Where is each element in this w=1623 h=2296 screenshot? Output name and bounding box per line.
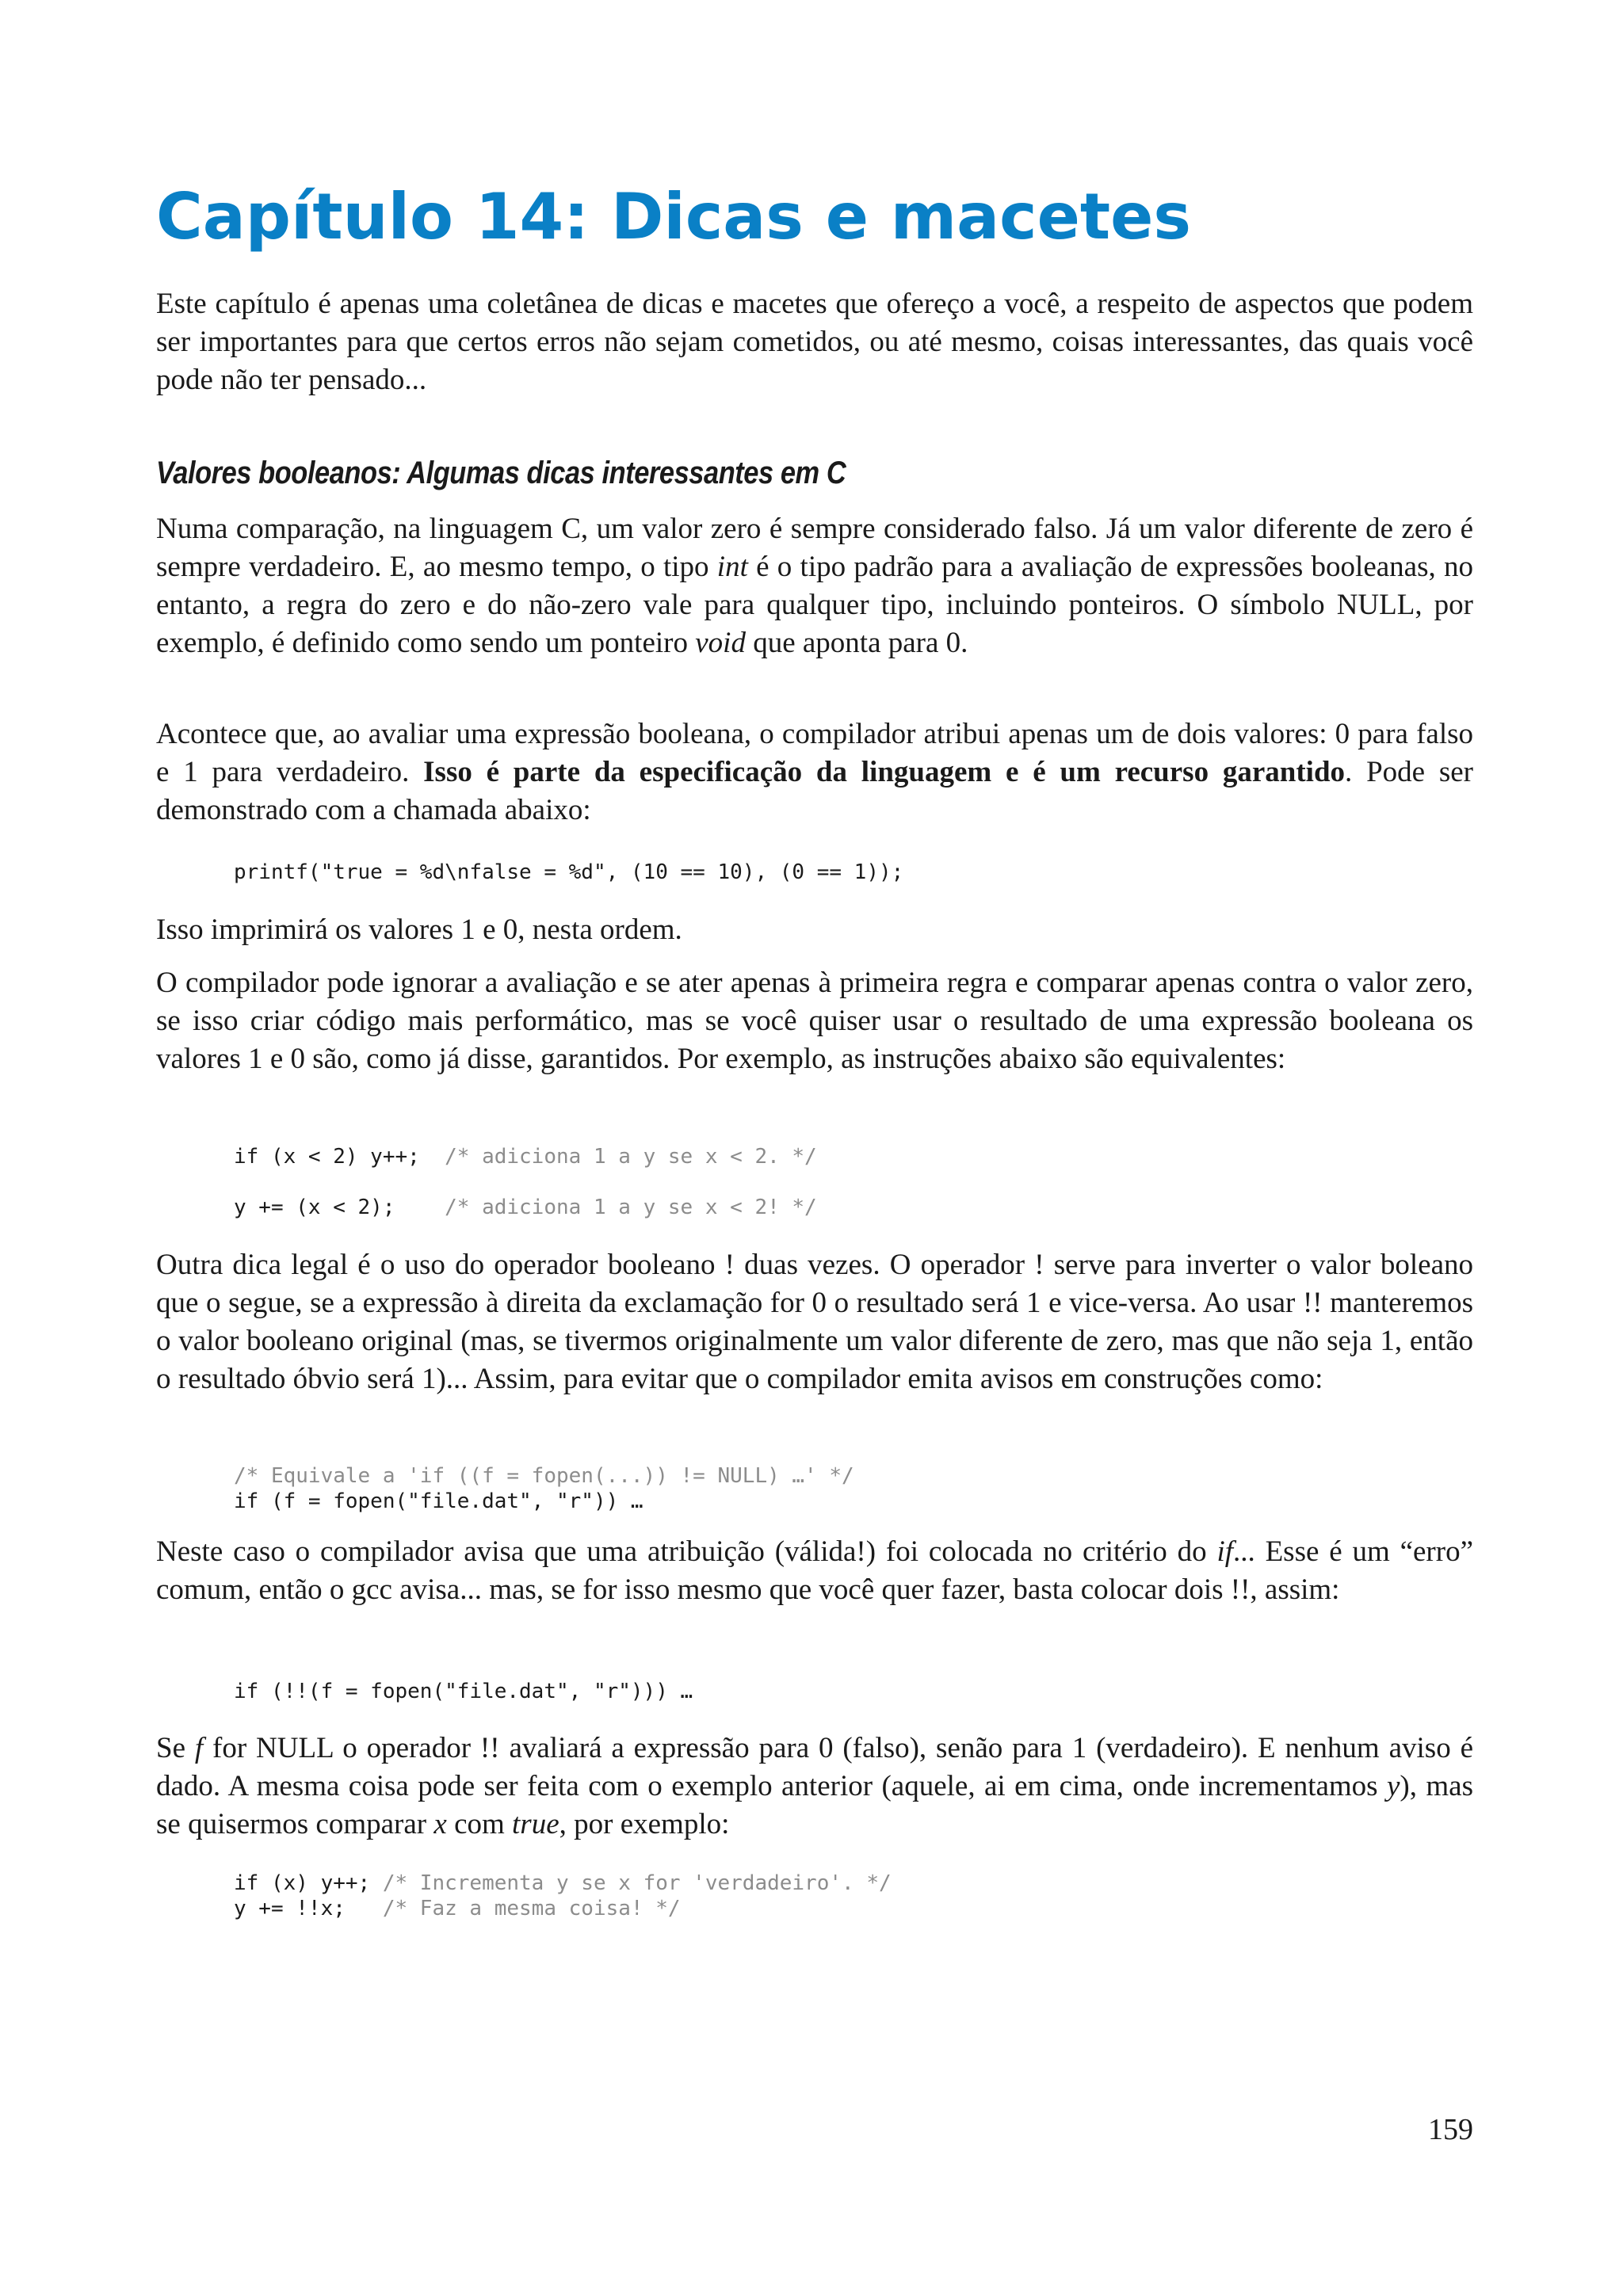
document-page: [156, 0, 1473, 2296]
code-block-printf: printf("true = %d\nfalse = %d", (10 == 10), (0 == 1));: [234, 860, 904, 884]
chapter-title: Capítulo 14: Dicas e macetes: [156, 180, 1191, 254]
code-block-double-negation: if (!!(f = fopen("file.dat", "r"))) …: [234, 1680, 693, 1703]
section-heading: Valores booleanos: Algumas dicas interessantes em C: [156, 456, 846, 490]
page-number: 159: [1428, 2113, 1473, 2146]
code-block-fopen: /* Equivale a 'if ((f = fopen(...)) != NULL) …' */ if (f = fopen("file.dat", "r")) …: [234, 1464, 854, 1513]
code-block-equivalent-1: if (x < 2) y++; /* adiciona 1 a y se x < 2. */: [234, 1145, 817, 1169]
paragraph-4: O compilador pode ignorar a avaliação e se ater apenas à primeira regra e comparar apenas contra o valor zero, se isso criar código mais performático, mas se você quiser usar o resultado de uma expressão booleana os valores 1 e 0 são, como já disse, garantidos. Por exemplo, as instruções abaixo são equivalentes:: [156, 967, 1473, 1075]
code-block-equivalent-2: y += (x < 2); /* adiciona 1 a y se x < 2! */: [234, 1196, 817, 1219]
paragraph-3: Isso imprimirá os valores 1 e 0, nesta ordem.: [156, 913, 682, 946]
intro-paragraph: Este capítulo é apenas uma coletânea de dicas e macetes que ofereço a você, a respeito de aspectos que podem ser importantes para que certos erros não sejam cometidos, ou até mesmo, coisas interessantes, das quais você pode não ter pensado...: [156, 288, 1473, 396]
code-block-increment: if (x) y++; /* Incrementa y se x for 'verdadeiro'. */ y += !!x; /* Faz a mesma coisa! */: [234, 1871, 892, 1920]
paragraph-5: Outra dica legal é o uso do operador booleano ! duas vezes. O operador ! serve para inverter o valor boleano que o segue, se a expressão à direita da exclamação for 0 o resultado será 1 e vice-versa. Ao usar !! manteremos o valor booleano original (mas, se tivermos originalmente um valor diferente de zero, mas que não seja 1, então o resultado óbvio será 1)... Assim, para evitar que o compilador emita avisos em construções como:: [156, 1249, 1473, 1395]
paragraph-6: Neste caso o compilador avisa que uma atribuição (válida!) foi colocada no critério do if... Esse é um “erro” comum, então o gcc avisa... mas, se for isso mesmo que você quer fazer, basta colocar dois !!, assim:: [156, 1535, 1473, 1606]
paragraph-7: Se f for NULL o operador !! avaliará a expressão para 0 (falso), senão para 1 (verdadeiro). E nenhum aviso é dado. A mesma coisa pode ser feita com o exemplo anterior (aquele, ai em cima, onde incrementamos y), mas se quisermos comparar x com true, por exemplo:: [156, 1732, 1473, 1840]
paragraph-1: Numa comparação, na linguagem C, um valor zero é sempre considerado falso. Já um valor diferente de zero é sempre verdadeiro. E, ao mesmo tempo, o tipo int é o tipo padrão para a avaliação de expressões booleanas, no entanto, a regra do zero e do não-zero vale para qualquer tipo, incluindo ponteiros. O símbolo NULL, por exemplo, é definido como sendo um ponteiro void que aponta para 0.: [156, 513, 1474, 659]
paragraph-2: Acontece que, ao avaliar uma expressão booleana, o compilador atribui apenas um de dois valores: 0 para falso e 1 para verdadeiro. Isso é parte da especificação da linguagem e é um recurso garantido. Pode ser demonstrado com a chamada abaixo:: [156, 718, 1473, 826]
